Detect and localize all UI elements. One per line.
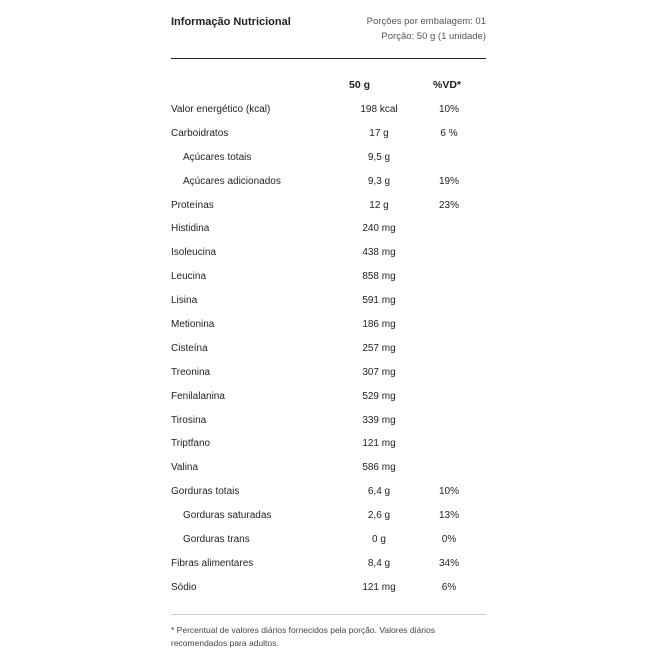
nutrient-dv: 6% [441,581,457,593]
footnote: * Percentual de valores diários fornecidos pela porção. Valores diários recomendados para adultos. [171,625,435,648]
nutrient-row [171,289,486,313]
nutrient-amount: 186 mg [362,319,396,331]
portions-per-package: Porções por embalagem: 01 [366,16,486,27]
nutrient-amount: 339 mg [362,414,396,426]
portion-size: Porção: 50 g (1 unidade) [381,31,486,42]
nutrient-row [171,146,486,170]
nutrient-dv: 6 % [440,127,458,139]
nutrient-amount: 858 mg [362,271,396,283]
nutrient-name: Leucina [171,271,207,283]
nutrient-row [171,385,486,409]
nutrient-row [171,241,486,265]
nutrient-amount: 8,4 g [367,557,391,569]
nutrient-row [171,217,486,241]
nutrient-row [171,456,486,480]
nutrient-amount: 198 kcal [360,104,398,115]
nutrient-amount: 591 mg [362,295,396,307]
nutrient-amount: 529 mg [362,390,396,402]
nutrient-row [171,313,486,337]
nutrient-amount: 257 mg [362,342,396,354]
nutrient-amount: 6,4 g [367,486,391,498]
nutrient-amount: 438 mg [362,247,396,259]
nutrient-name: Isoleucina [171,247,217,259]
nutrient-amount: 2,6 g [367,510,391,522]
nutrient-name: Sódio [171,581,197,593]
nutrient-name: Gorduras totais [171,486,240,498]
nutrient-amount: 240 mg [362,223,396,235]
nutrient-dv: 10% [438,486,459,498]
nutrient-name: Cisteína [171,342,208,354]
nutrient-row [171,170,486,194]
column-header-dv: %VD* [433,79,462,91]
footer-divider [171,614,486,615]
nutrient-row [171,122,486,146]
nutrient-row [171,361,486,385]
nutrient-name: Fenilalanina [171,390,225,402]
nutrient-row [171,337,486,361]
nutrient-dv: 10% [438,104,459,115]
nutrient-row [171,576,486,600]
nutrient-row [171,265,486,289]
nutrient-name: Tirosina [171,414,207,426]
nutrient-table [171,98,486,600]
nutrient-dv: 13% [438,510,459,522]
nutrient-name: Açúcares adicionados [183,175,281,187]
nutrient-amount: 17 g [369,127,389,139]
nutrient-row [171,528,486,552]
nutrient-name: Metionina [171,319,215,331]
nutrient-name: Carboidratos [171,127,229,139]
nutrient-row [171,432,486,456]
nutrient-amount: 0 g [372,534,386,546]
nutrient-row [171,409,486,433]
nutrient-amount: 307 mg [362,366,396,378]
nutrient-name: Gorduras saturadas [183,510,272,522]
nutrient-amount: 9,5 g [367,151,391,163]
nutrient-name: Valina [171,462,199,474]
nutrient-row [171,504,486,528]
nutrient-amount: 586 mg [362,462,396,474]
header-divider [171,58,486,59]
nutrient-name: Proteínas [171,199,214,211]
nutrient-dv: 19% [438,175,459,187]
nutrient-amount: 9,3 g [367,175,391,187]
nutrient-name: Treonina [171,366,211,378]
nutrient-row [171,480,486,504]
nutrient-name: Lisina [171,295,198,307]
nutrient-amount: 12 g [369,199,389,211]
nutrient-name: Histidina [171,223,210,235]
nutrient-row [171,98,486,122]
column-header-amount: 50 g [349,79,371,91]
nutrient-name: Fibras alimentares [171,557,254,569]
nutrient-amount: 121 mg [362,438,396,450]
nutrient-dv: 34% [438,557,459,569]
nutrient-name: Açúcares totais [183,151,252,163]
nutrient-dv: 23% [438,199,459,211]
nutrient-name: Valor energético (kcal) [171,104,271,115]
nutrient-dv: 0% [441,534,457,546]
nutrient-row [171,552,486,576]
nutrient-row [171,194,486,218]
panel-title: Informação Nutricional [171,16,291,28]
nutrient-name: Gorduras trans [183,534,250,546]
nutrient-amount: 121 mg [362,581,396,593]
nutrient-name: Triptfano [171,438,211,450]
